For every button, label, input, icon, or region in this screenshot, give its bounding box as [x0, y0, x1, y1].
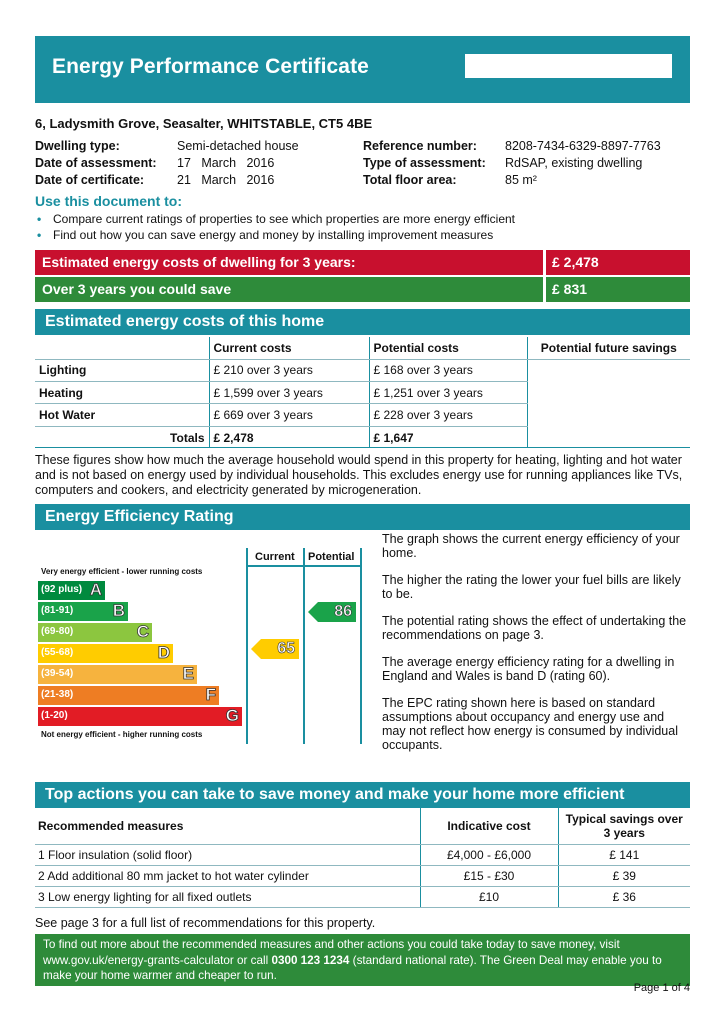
page-number: Page 1 of 4 — [633, 982, 690, 994]
table-row — [35, 886, 690, 907]
totals-potential: £ 1,647 — [369, 426, 527, 448]
band-range: (1-20) — [41, 710, 68, 721]
detail-label: Date of assessment: — [35, 156, 157, 170]
estimated-cost-bar — [35, 250, 690, 275]
band-g — [38, 707, 242, 726]
band-letter: B — [112, 601, 125, 620]
bullet-dot-icon: • — [37, 228, 42, 242]
graph-divider — [303, 548, 305, 744]
bullet-item — [37, 228, 493, 242]
save-cost-bar — [35, 277, 690, 302]
band-letter: C — [136, 622, 149, 641]
bullet-item — [37, 212, 515, 226]
potential-cost: £ 1,251 over 3 years — [369, 382, 527, 404]
row-label: Lighting — [35, 359, 209, 381]
certificate-header — [35, 36, 690, 103]
band-letter: F — [205, 685, 216, 704]
band-a — [38, 581, 105, 600]
band-letter: D — [157, 643, 170, 662]
row-label: Hot Water — [35, 404, 209, 426]
cost-cell: £15 - £30 — [420, 865, 558, 886]
potential-rating-value: 86 — [334, 603, 352, 620]
band-range: (21-38) — [41, 689, 74, 700]
table-header: Indicative cost — [420, 808, 558, 844]
future-savings-cell — [527, 359, 690, 381]
potential-rating-arrow — [308, 602, 356, 622]
detail-label: Reference number: — [363, 139, 477, 153]
future-savings-cell — [527, 382, 690, 404]
header-blank-box — [465, 54, 672, 78]
table-header: Potential future savings — [527, 337, 690, 359]
rating-section-title: Energy Efficiency Rating — [35, 504, 690, 530]
potential-cost: £ 168 over 3 years — [369, 359, 527, 381]
detail-value: 17 March 2016 — [177, 156, 275, 170]
detail-value: 85 m² — [505, 173, 537, 187]
costs-note: These figures show how much the average household would spend in this property for heating, lighting and hot water and is not based on energy used by individual households. This excludes energy use for running appliances like TVs, computers and cookers, and electricity generated by microgeneration. — [35, 453, 683, 497]
table-header-blank — [35, 337, 209, 359]
band-range: (69-80) — [41, 626, 74, 637]
table-bottom-rule — [35, 447, 690, 448]
totals-row — [35, 426, 690, 448]
current-rating-value: 65 — [277, 640, 295, 657]
detail-label: Date of certificate: — [35, 173, 145, 187]
table-row — [35, 844, 690, 865]
details-left — [35, 138, 299, 189]
use-document-title: Use this document to: — [35, 193, 183, 209]
graph-divider — [246, 548, 248, 744]
band-letter: E — [182, 664, 194, 683]
band-e — [38, 665, 197, 684]
info-text: To find out more about the recommended measures and other actions you could take today to save money, visit www.gov.uk/energy-grants-calculator or call — [43, 938, 620, 967]
measure-cell: 1 Floor insulation (solid floor) — [35, 844, 420, 865]
rating-paragraph: The EPC rating shown here is based on standard assumptions about occupancy and energy use and may not reflect how energy is consumed by individual occupants. — [382, 696, 678, 752]
certificate-title: Energy Performance Certificate — [52, 55, 369, 78]
band-letter: A — [89, 580, 102, 599]
rating-paragraph: The graph shows the current energy efficiency of your home. — [382, 532, 680, 560]
band-b — [38, 602, 128, 621]
band-letter: G — [225, 706, 239, 725]
detail-row — [35, 155, 299, 172]
info-box — [35, 934, 690, 986]
info-text: (standard national rate). The Green Deal may enable you to make your home warmer and cheaper to run. — [43, 953, 662, 982]
band-range: (81-91) — [41, 605, 74, 616]
details-right — [363, 138, 661, 189]
detail-label: Dwelling type: — [35, 139, 120, 153]
measure-cell: 3 Low energy lighting for all fixed outlets — [35, 886, 420, 907]
detail-value: Semi-detached house — [177, 139, 299, 153]
potential-cost: £ 228 over 3 years — [369, 404, 527, 426]
detail-label: Type of assessment: — [363, 156, 486, 170]
rating-paragraph: The higher the rating the lower your fuel bills are likely to be. — [382, 573, 681, 601]
rating-graph — [35, 548, 365, 744]
graph-header-rule — [246, 565, 362, 567]
current-cost: £ 210 over 3 years — [209, 359, 369, 381]
band-c — [38, 623, 152, 642]
property-address: 6, Ladysmith Grove, Seasalter, WHITSTABLE, CT5 4BE — [35, 116, 373, 131]
rating-explanation — [382, 532, 690, 765]
table-header-row — [35, 337, 690, 359]
actions-table — [35, 808, 690, 908]
detail-row — [35, 172, 299, 189]
band-range: (92 plus) — [41, 584, 83, 595]
saving-cell: £ 39 — [558, 865, 690, 886]
rating-paragraph: The potential rating shows the effect of undertaking the recommendations on page 3. — [382, 614, 687, 642]
detail-label: Total floor area: — [363, 173, 457, 187]
top-efficiency-label: Very energy efficient - lower running costs — [41, 567, 203, 576]
estimated-cost-value: £ 2,478 — [546, 250, 690, 275]
table-row — [35, 865, 690, 886]
estimated-cost-label: Estimated energy costs of dwelling for 3 years: — [35, 250, 543, 275]
costs-table — [35, 337, 690, 448]
band-d — [38, 644, 173, 663]
saving-cell: £ 141 — [558, 844, 690, 865]
table-header: Recommended measures — [35, 808, 420, 844]
future-savings-cell — [527, 426, 690, 448]
table-header-row — [35, 808, 690, 844]
graph-divider — [360, 548, 362, 744]
cost-cell: £4,000 - £6,000 — [420, 844, 558, 865]
bullet-text: Find out how you can save energy and money by installing improvement measures — [53, 228, 494, 242]
detail-row — [363, 172, 661, 189]
rating-paragraph: The average energy efficiency rating for a dwelling in England and Wales is band D (rating 60). — [382, 655, 675, 683]
detail-row — [363, 138, 661, 155]
table-row — [35, 359, 690, 381]
potential-column-header: Potential — [308, 551, 355, 563]
totals-current: £ 2,478 — [209, 426, 369, 448]
detail-value: 8208-7434-6329-8897-7763 — [505, 139, 661, 153]
measure-cell: 2 Add additional 80 mm jacket to hot water cylinder — [35, 865, 420, 886]
detail-row — [363, 155, 661, 172]
table-header: Current costs — [209, 337, 369, 359]
see-page-note: See page 3 for a full list of recommendations for this property. — [35, 916, 376, 930]
future-savings-cell — [527, 404, 690, 426]
current-rating-arrow — [251, 639, 299, 659]
table-header: Potential costs — [369, 337, 527, 359]
actions-section-title: Top actions you can take to save money and make your home more efficient — [35, 782, 690, 808]
info-phone: 0300 123 1234 — [271, 953, 350, 967]
table-row — [35, 404, 690, 426]
save-cost-value: £ 831 — [546, 277, 690, 302]
table-row — [35, 382, 690, 404]
cost-cell: £10 — [420, 886, 558, 907]
bottom-efficiency-label: Not energy efficient - higher running costs — [41, 730, 203, 739]
row-label: Heating — [35, 382, 209, 404]
bullet-text: Compare current ratings of properties to see which properties are more energy efficient — [53, 212, 516, 226]
band-range: (39-54) — [41, 668, 74, 679]
band-range: (55-68) — [41, 647, 74, 658]
current-column-header: Current — [255, 551, 295, 563]
detail-value: RdSAP, existing dwelling — [505, 156, 643, 170]
detail-value: 21 March 2016 — [177, 173, 275, 187]
totals-label: Totals — [170, 430, 205, 445]
table-header: Typical savings over 3 years — [558, 808, 690, 844]
current-cost: £ 1,599 over 3 years — [209, 382, 369, 404]
bullet-dot-icon: • — [37, 212, 42, 226]
detail-row — [35, 138, 299, 155]
saving-cell: £ 36 — [558, 886, 690, 907]
costs-section-title: Estimated energy costs of this home — [35, 309, 690, 335]
save-cost-label: Over 3 years you could save — [35, 277, 543, 302]
current-cost: £ 669 over 3 years — [209, 404, 369, 426]
band-f — [38, 686, 219, 705]
